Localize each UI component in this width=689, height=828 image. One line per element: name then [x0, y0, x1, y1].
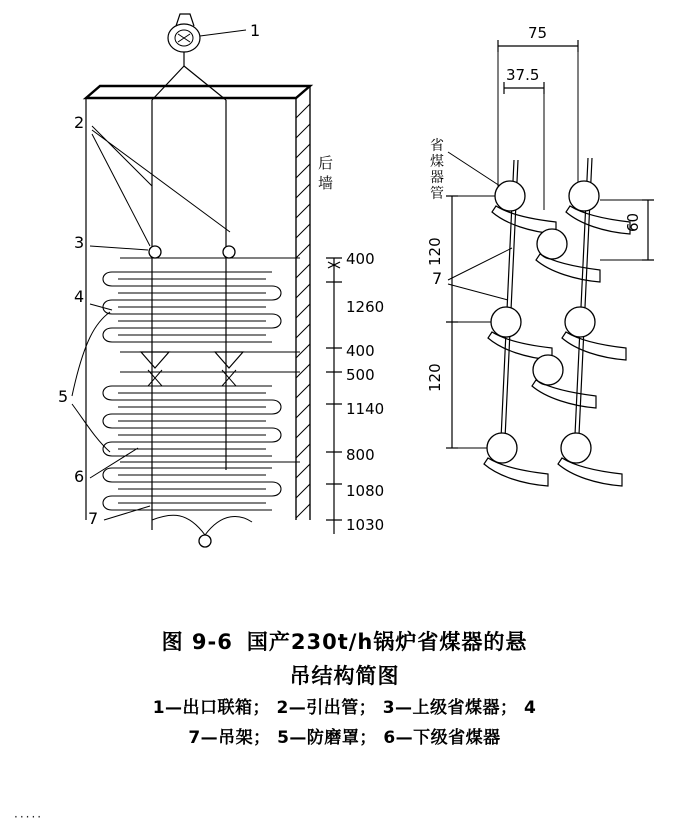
caption-legend-line-1: 1—出口联箱； 2—引出管； 3—上级省煤器； 4 [152, 698, 537, 718]
leader-6 [90, 448, 138, 478]
dim-400-upper: 400 [346, 250, 375, 268]
label-3: 3 [74, 233, 85, 252]
caption-block [0, 625, 689, 753]
dim-37-5: 37.5 [506, 66, 540, 84]
dim-75-group [498, 24, 578, 200]
rear-wall-label-char2: 墙 [318, 174, 334, 192]
tube-label-char3: 器 [430, 170, 444, 186]
tube-label-group [430, 137, 500, 202]
top-beam [86, 86, 310, 520]
rear-wall-label-char1: 后 [318, 154, 334, 172]
label-7-left: 7 [88, 509, 99, 528]
dim-75: 75 [528, 24, 548, 42]
tube-row-2-right [562, 307, 626, 360]
dim-1080: 1080 [346, 482, 385, 500]
figure-number: 图 9-6 [161, 630, 233, 654]
tube-row-3 [484, 433, 548, 486]
dim-500: 500 [346, 366, 375, 384]
caption-title-line-1 [0, 625, 689, 659]
leader-3 [90, 246, 148, 250]
caption-title-text-1: 国产230t/h锅炉省煤器的悬 [246, 630, 528, 654]
dim-1260: 1260 [346, 298, 385, 316]
anti-abrasion-covers [120, 352, 300, 386]
tube-row-3-right [558, 433, 622, 486]
dimension-ladder [326, 258, 342, 534]
dim-800: 800 [346, 446, 375, 464]
tube-label-char4: 管 [430, 186, 444, 202]
leader-2 [92, 126, 230, 246]
tube-label-char2: 煤 [430, 154, 444, 170]
label-6: 6 [74, 467, 85, 486]
left-view [58, 14, 384, 547]
label-5: 5 [58, 387, 69, 406]
hanger-rods [152, 250, 226, 530]
caption-legend-line-2: 7—吊架； 5—防磨罩； 6—下级省煤器 [188, 728, 501, 748]
dim-1140: 1140 [346, 400, 385, 418]
upper-economizer-coil [103, 272, 281, 342]
dim-120-upper: 120 [426, 237, 444, 266]
label-4: 4 [74, 287, 85, 306]
lower-economizer-coil [103, 386, 281, 456]
tube-row-1-right [566, 181, 630, 234]
label-2: 2 [74, 113, 85, 132]
bottom-economizer-coil [103, 462, 300, 510]
leader-4 [90, 304, 112, 310]
upper-support-nodes [120, 246, 300, 258]
caption-title-line-2: 吊结构简图 [289, 664, 400, 688]
dim-60-group [600, 200, 654, 260]
label-1: 1 [250, 21, 261, 40]
dim-120-lower: 120 [426, 363, 444, 392]
leader-1 [200, 30, 246, 36]
tube-label-leader [448, 152, 500, 186]
rear-wall [296, 86, 310, 520]
right-view [426, 24, 654, 486]
lower-hanger-node [152, 515, 252, 547]
leader-7-right [448, 248, 512, 300]
corner-mark: ····· [14, 810, 44, 824]
label-7-right: 7 [432, 269, 443, 288]
dim-60: 60 [624, 212, 642, 232]
hanger-assembly [152, 14, 226, 250]
dim-1030: 1030 [346, 516, 385, 534]
dim-400-lower: 400 [346, 342, 375, 360]
leader-7-left [104, 506, 150, 520]
tube-label-char1: 省 [430, 138, 444, 154]
leader-5 [72, 312, 110, 452]
